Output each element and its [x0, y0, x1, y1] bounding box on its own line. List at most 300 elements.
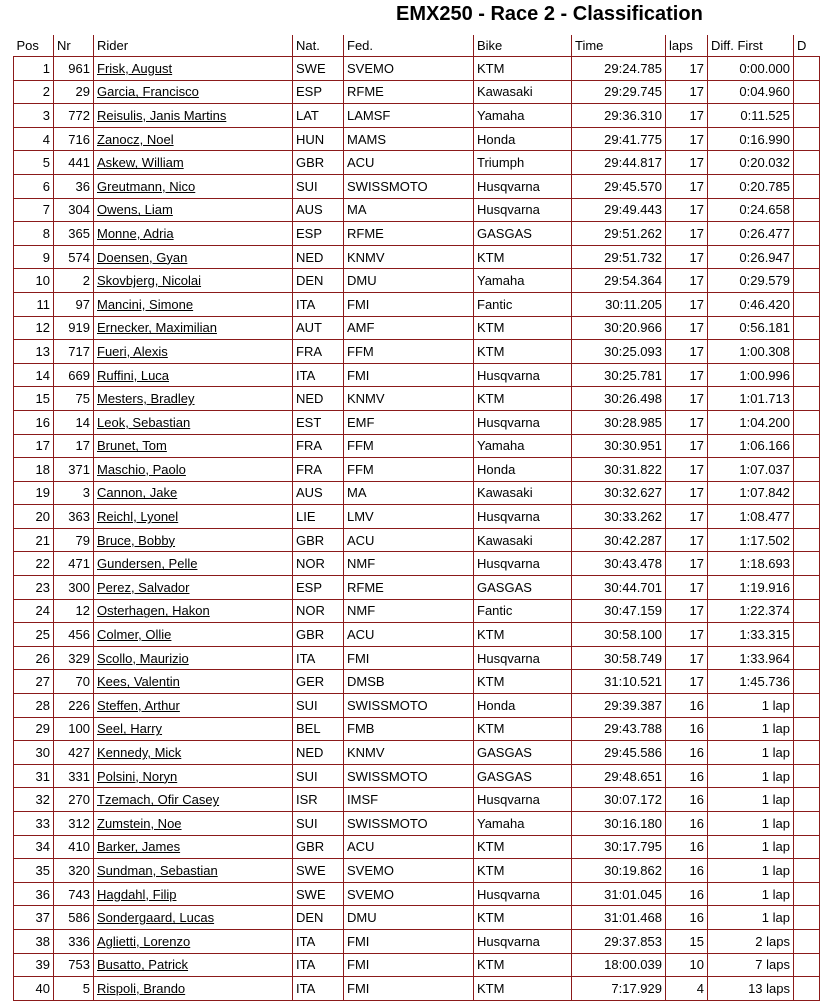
cell-rider — [94, 505, 293, 529]
cell-fed: RFME — [344, 576, 474, 600]
classification-rows — [14, 57, 820, 1001]
rider-link[interactable]: Ernecker, Maximilian — [97, 320, 217, 336]
cell-nr: 331 — [54, 764, 94, 788]
cell-rider — [94, 410, 293, 434]
cell-rider — [94, 670, 293, 694]
cell-pos: 4 — [14, 127, 54, 151]
cell-rider — [94, 835, 293, 859]
cell-pos: 23 — [14, 576, 54, 600]
cell-rider — [94, 741, 293, 765]
table-row — [14, 929, 820, 953]
cell-diff-prev — [794, 694, 820, 718]
cell-nr: 961 — [54, 57, 94, 81]
cell-laps: 17 — [666, 292, 708, 316]
cell-pos: 10 — [14, 269, 54, 293]
cell-nat: DEN — [293, 906, 344, 930]
cell-laps: 17 — [666, 80, 708, 104]
rider-link[interactable]: Askew, William — [97, 155, 184, 171]
cell-bike: Yamaha — [474, 269, 572, 293]
cell-rider — [94, 174, 293, 198]
rider-link[interactable]: Barker, James — [97, 839, 181, 855]
rider-link[interactable]: Garcia, Francisco — [97, 84, 199, 100]
rider-link[interactable]: Ruffini, Luca — [97, 367, 170, 383]
cell-nat: HUN — [293, 127, 344, 151]
cell-fed: SVEMO — [344, 882, 474, 906]
cell-bike: Husqvarna — [474, 505, 572, 529]
cell-nat: SUI — [293, 812, 344, 836]
rider-link[interactable]: Reichl, Lyonel — [97, 509, 179, 525]
rider-link[interactable]: Greutmann, Nico — [97, 178, 196, 194]
cell-rider — [94, 292, 293, 316]
cell-laps: 17 — [666, 363, 708, 387]
table-row — [14, 340, 820, 364]
cell-nat: AUT — [293, 316, 344, 340]
cell-diff-first: 0:11.525 — [708, 104, 794, 128]
rider-link[interactable]: Steffen, Arthur — [97, 697, 180, 713]
cell-diff-first: 0:46.420 — [708, 292, 794, 316]
rider-link[interactable]: Rispoli, Brando — [97, 980, 186, 996]
cell-diff-first: 1:45.736 — [708, 670, 794, 694]
cell-fed: FMI — [344, 953, 474, 977]
cell-nr: 717 — [54, 340, 94, 364]
table-row — [14, 599, 820, 623]
cell-diff-first: 2 laps — [708, 929, 794, 953]
cell-diff-prev — [794, 292, 820, 316]
rider-link[interactable]: Brunet, Tom — [97, 438, 167, 454]
table-row — [14, 906, 820, 930]
cell-nat: GBR — [293, 835, 344, 859]
cell-diff-prev — [794, 80, 820, 104]
cell-nat: ISR — [293, 788, 344, 812]
cell-fed: KNMV — [344, 741, 474, 765]
cell-nat: NED — [293, 387, 344, 411]
cell-diff-first: 0:04.960 — [708, 80, 794, 104]
cell-time: 30:19.862 — [572, 859, 666, 883]
cell-diff-first: 7 laps — [708, 953, 794, 977]
cell-time: 29:39.387 — [572, 694, 666, 718]
cell-pos: 16 — [14, 410, 54, 434]
cell-nr: 329 — [54, 646, 94, 670]
cell-time: 7:17.929 — [572, 977, 666, 1001]
cell-diff-prev — [794, 198, 820, 222]
cell-diff-first: 1 lap — [708, 835, 794, 859]
cell-fed: ACU — [344, 528, 474, 552]
cell-fed: AMF — [344, 316, 474, 340]
cell-rider — [94, 151, 293, 175]
cell-rider — [94, 552, 293, 576]
cell-fed: RFME — [344, 80, 474, 104]
cell-bike: Fantic — [474, 599, 572, 623]
cell-diff-prev — [794, 222, 820, 246]
cell-time: 30:32.627 — [572, 481, 666, 505]
cell-nr: 574 — [54, 245, 94, 269]
cell-time: 30:07.172 — [572, 788, 666, 812]
cell-pos: 17 — [14, 434, 54, 458]
rider-link[interactable]: Hagdahl, Filip — [97, 886, 177, 902]
cell-diff-first: 1:33.315 — [708, 623, 794, 647]
rider-link[interactable]: Bruce, Bobby — [97, 532, 176, 548]
cell-pos: 40 — [14, 977, 54, 1001]
cell-time: 30:44.701 — [572, 576, 666, 600]
cell-time: 29:44.817 — [572, 151, 666, 175]
cell-diff-first: 0:29.579 — [708, 269, 794, 293]
table-row — [14, 104, 820, 128]
cell-diff-prev — [794, 127, 820, 151]
cell-diff-first: 1:22.374 — [708, 599, 794, 623]
table-row — [14, 222, 820, 246]
rider-link[interactable]: Reisulis, Janis Martins — [97, 107, 227, 123]
cell-bike: KTM — [474, 835, 572, 859]
cell-laps: 17 — [666, 552, 708, 576]
cell-nr: 427 — [54, 741, 94, 765]
cell-nr: 97 — [54, 292, 94, 316]
rider-link[interactable]: Maschio, Paolo — [97, 461, 186, 477]
cell-bike: Honda — [474, 694, 572, 718]
cell-fed: FMI — [344, 977, 474, 1001]
cell-diff-first: 1 lap — [708, 859, 794, 883]
cell-time: 29:51.262 — [572, 222, 666, 246]
cell-time: 30:30.951 — [572, 434, 666, 458]
table-row — [14, 528, 820, 552]
cell-bike: Husqvarna — [474, 174, 572, 198]
rider-link[interactable]: Kennedy, Mick — [97, 745, 182, 761]
cell-rider — [94, 929, 293, 953]
cell-nr: 320 — [54, 859, 94, 883]
table-row — [14, 80, 820, 104]
cell-time: 30:31.822 — [572, 458, 666, 482]
rider-link[interactable]: Scollo, Maurizio — [97, 650, 189, 666]
table-row — [14, 882, 820, 906]
cell-pos: 21 — [14, 528, 54, 552]
table-row — [14, 812, 820, 836]
table-row — [14, 387, 820, 411]
rider-link[interactable]: Colmer, Ollie — [97, 627, 172, 643]
cell-bike: Honda — [474, 458, 572, 482]
cell-bike: Husqvarna — [474, 929, 572, 953]
cell-nr: 471 — [54, 552, 94, 576]
cell-fed: LMV — [344, 505, 474, 529]
cell-laps: 17 — [666, 222, 708, 246]
cell-nat: ITA — [293, 953, 344, 977]
rider-link[interactable]: Gundersen, Pelle — [97, 556, 198, 572]
cell-nr: 669 — [54, 363, 94, 387]
cell-diff-first: 1 lap — [708, 882, 794, 906]
cell-laps: 10 — [666, 953, 708, 977]
cell-bike: Yamaha — [474, 812, 572, 836]
cell-nr: 304 — [54, 198, 94, 222]
cell-time: 29:37.853 — [572, 929, 666, 953]
cell-diff-first: 1:00.308 — [708, 340, 794, 364]
cell-laps: 16 — [666, 694, 708, 718]
cell-diff-prev — [794, 599, 820, 623]
cell-pos: 7 — [14, 198, 54, 222]
cell-pos: 3 — [14, 104, 54, 128]
cell-bike: KTM — [474, 670, 572, 694]
cell-nr: 5 — [54, 977, 94, 1001]
cell-diff-first: 1:04.200 — [708, 410, 794, 434]
cell-laps: 17 — [666, 528, 708, 552]
rider-link[interactable]: Polsini, Noryn — [97, 768, 178, 784]
rider-link[interactable]: Seel, Harry — [97, 721, 163, 737]
table-row — [14, 269, 820, 293]
cell-fed: RFME — [344, 222, 474, 246]
table-row — [14, 741, 820, 765]
cell-rider — [94, 481, 293, 505]
cell-nat: SWE — [293, 882, 344, 906]
cell-nr: 36 — [54, 174, 94, 198]
table-row — [14, 694, 820, 718]
cell-rider — [94, 387, 293, 411]
cell-fed: SVEMO — [344, 57, 474, 81]
cell-pos: 9 — [14, 245, 54, 269]
cell-nr: 70 — [54, 670, 94, 694]
cell-nat: SUI — [293, 764, 344, 788]
cell-pos: 35 — [14, 859, 54, 883]
cell-time: 30:58.749 — [572, 646, 666, 670]
rider-link[interactable]: Sondergaard, Lucas — [97, 910, 215, 926]
rider-link[interactable]: Doensen, Gyan — [97, 249, 188, 265]
cell-diff-first: 1:17.502 — [708, 528, 794, 552]
cell-pos: 25 — [14, 623, 54, 647]
rider-link[interactable]: Zumstein, Noe — [97, 815, 182, 831]
cell-diff-first: 1 lap — [708, 764, 794, 788]
cell-time: 29:29.745 — [572, 80, 666, 104]
cell-diff-prev — [794, 576, 820, 600]
cell-laps: 16 — [666, 859, 708, 883]
cell-time: 30:43.478 — [572, 552, 666, 576]
cell-fed: KNMV — [344, 387, 474, 411]
cell-rider — [94, 859, 293, 883]
cell-nr: 743 — [54, 882, 94, 906]
cell-time: 30:16.180 — [572, 812, 666, 836]
cell-fed: NMF — [344, 599, 474, 623]
cell-nat: ESP — [293, 222, 344, 246]
cell-pos: 20 — [14, 505, 54, 529]
cell-laps: 16 — [666, 741, 708, 765]
cell-nat: GBR — [293, 151, 344, 175]
table-row — [14, 151, 820, 175]
cell-bike: KTM — [474, 623, 572, 647]
cell-nr: 3 — [54, 481, 94, 505]
cell-nat: LAT — [293, 104, 344, 128]
cell-rider — [94, 57, 293, 81]
cell-bike: Husqvarna — [474, 363, 572, 387]
cell-diff-first: 1 lap — [708, 788, 794, 812]
cell-pos: 13 — [14, 340, 54, 364]
rider-link[interactable]: Mesters, Bradley — [97, 391, 195, 407]
cell-time: 30:11.205 — [572, 292, 666, 316]
cell-bike: Kawasaki — [474, 481, 572, 505]
cell-diff-prev — [794, 481, 820, 505]
cell-laps: 17 — [666, 646, 708, 670]
cell-nat: ITA — [293, 646, 344, 670]
cell-laps: 17 — [666, 505, 708, 529]
cell-time: 29:51.732 — [572, 245, 666, 269]
table-row — [14, 434, 820, 458]
col-header-nat: Nat. — [293, 35, 344, 57]
rider-link[interactable]: Busatto, Patrick — [97, 957, 189, 973]
rider-link[interactable]: Frisk, August — [97, 60, 173, 76]
cell-pos: 29 — [14, 717, 54, 741]
rider-link[interactable]: Fueri, Alexis — [97, 343, 168, 359]
cell-laps: 16 — [666, 812, 708, 836]
cell-fed: FMI — [344, 292, 474, 316]
cell-time: 31:01.468 — [572, 906, 666, 930]
cell-time: 31:10.521 — [572, 670, 666, 694]
cell-rider — [94, 363, 293, 387]
cell-fed: IMSF — [344, 788, 474, 812]
rider-link[interactable]: Aglietti, Lorenzo — [97, 933, 191, 949]
cell-pos: 34 — [14, 835, 54, 859]
cell-diff-prev — [794, 151, 820, 175]
rider-link[interactable]: Leok, Sebastian — [97, 414, 191, 430]
cell-fed: SWISSMOTO — [344, 764, 474, 788]
cell-bike: Honda — [474, 127, 572, 151]
table-row — [14, 953, 820, 977]
table-row — [14, 717, 820, 741]
table-row — [14, 859, 820, 883]
cell-diff-prev — [794, 764, 820, 788]
col-header-laps: laps — [666, 35, 708, 57]
rider-link[interactable]: Sundman, Sebastian — [97, 862, 218, 878]
cell-diff-prev — [794, 528, 820, 552]
cell-nat: ESP — [293, 80, 344, 104]
cell-pos: 26 — [14, 646, 54, 670]
cell-diff-first: 1:33.964 — [708, 646, 794, 670]
cell-rider — [94, 977, 293, 1001]
cell-diff-prev — [794, 552, 820, 576]
cell-fed: SWISSMOTO — [344, 812, 474, 836]
cell-bike: KTM — [474, 387, 572, 411]
cell-bike: KTM — [474, 906, 572, 930]
col-header-time: Time — [572, 35, 666, 57]
cell-time: 30:28.985 — [572, 410, 666, 434]
cell-rider — [94, 104, 293, 128]
cell-diff-prev — [794, 788, 820, 812]
cell-laps: 17 — [666, 57, 708, 81]
cell-time: 31:01.045 — [572, 882, 666, 906]
cell-laps: 17 — [666, 269, 708, 293]
cell-rider — [94, 80, 293, 104]
cell-laps: 4 — [666, 977, 708, 1001]
cell-nr: 14 — [54, 410, 94, 434]
cell-nat: FRA — [293, 458, 344, 482]
cell-bike: GASGAS — [474, 764, 572, 788]
cell-rider — [94, 623, 293, 647]
cell-rider — [94, 812, 293, 836]
cell-laps: 17 — [666, 316, 708, 340]
cell-pos: 24 — [14, 599, 54, 623]
cell-pos: 30 — [14, 741, 54, 765]
cell-nat: ESP — [293, 576, 344, 600]
rider-link[interactable]: Kees, Valentin — [97, 674, 180, 690]
cell-diff-prev — [794, 741, 820, 765]
cell-diff-prev — [794, 434, 820, 458]
cell-laps: 17 — [666, 458, 708, 482]
cell-diff-prev — [794, 646, 820, 670]
cell-bike: Husqvarna — [474, 646, 572, 670]
table-row — [14, 481, 820, 505]
cell-bike: Husqvarna — [474, 410, 572, 434]
cell-nr: 300 — [54, 576, 94, 600]
cell-diff-first: 1 lap — [708, 812, 794, 836]
cell-nat: GBR — [293, 528, 344, 552]
cell-fed: FFM — [344, 434, 474, 458]
cell-diff-prev — [794, 410, 820, 434]
cell-diff-prev — [794, 670, 820, 694]
rider-link[interactable]: Owens, Liam — [97, 202, 173, 218]
cell-fed: ACU — [344, 151, 474, 175]
table-row — [14, 670, 820, 694]
cell-laps: 17 — [666, 576, 708, 600]
cell-nat: NED — [293, 741, 344, 765]
rider-link[interactable]: Zanocz, Noel — [97, 131, 174, 147]
cell-time: 30:26.498 — [572, 387, 666, 411]
cell-pos: 33 — [14, 812, 54, 836]
cell-time: 29:43.788 — [572, 717, 666, 741]
cell-time: 29:41.775 — [572, 127, 666, 151]
cell-fed: FMI — [344, 646, 474, 670]
cell-bike: Husqvarna — [474, 552, 572, 576]
cell-bike: KTM — [474, 57, 572, 81]
table-row — [14, 57, 820, 81]
cell-nr: 79 — [54, 528, 94, 552]
table-row — [14, 788, 820, 812]
rider-link[interactable]: Skovbjerg, Nicolai — [97, 273, 202, 289]
cell-laps: 16 — [666, 835, 708, 859]
rider-link[interactable]: Monne, Adria — [97, 225, 174, 241]
cell-rider — [94, 458, 293, 482]
cell-fed: DMSB — [344, 670, 474, 694]
cell-nr: 312 — [54, 812, 94, 836]
cell-diff-prev — [794, 906, 820, 930]
cell-fed: LAMSF — [344, 104, 474, 128]
cell-nat: AUS — [293, 198, 344, 222]
cell-rider — [94, 953, 293, 977]
rider-link[interactable]: Osterhagen, Hakon — [97, 603, 210, 619]
cell-pos: 27 — [14, 670, 54, 694]
cell-bike: Kawasaki — [474, 528, 572, 552]
col-header-diff-prev: D — [794, 35, 820, 57]
cell-nat: SUI — [293, 174, 344, 198]
col-header-fed: Fed. — [344, 35, 474, 57]
cell-diff-first: 1:19.916 — [708, 576, 794, 600]
cell-laps: 17 — [666, 434, 708, 458]
cell-rider — [94, 576, 293, 600]
cell-diff-prev — [794, 929, 820, 953]
cell-nr: 371 — [54, 458, 94, 482]
cell-rider — [94, 599, 293, 623]
cell-diff-first: 1:18.693 — [708, 552, 794, 576]
rider-link[interactable]: Tzemach, Ofir Casey — [97, 792, 220, 808]
table-row — [14, 835, 820, 859]
rider-link[interactable]: Perez, Salvador — [97, 579, 190, 595]
cell-time: 29:24.785 — [572, 57, 666, 81]
cell-fed: SWISSMOTO — [344, 694, 474, 718]
cell-bike: KTM — [474, 340, 572, 364]
cell-pos: 11 — [14, 292, 54, 316]
cell-fed: FFM — [344, 458, 474, 482]
table-row — [14, 198, 820, 222]
rider-link[interactable]: Mancini, Simone — [97, 296, 194, 312]
rider-link[interactable]: Cannon, Jake — [97, 485, 178, 501]
cell-nr: 226 — [54, 694, 94, 718]
cell-bike: Triumph — [474, 151, 572, 175]
cell-diff-prev — [794, 387, 820, 411]
cell-rider — [94, 269, 293, 293]
cell-nr: 363 — [54, 505, 94, 529]
cell-diff-prev — [794, 977, 820, 1001]
